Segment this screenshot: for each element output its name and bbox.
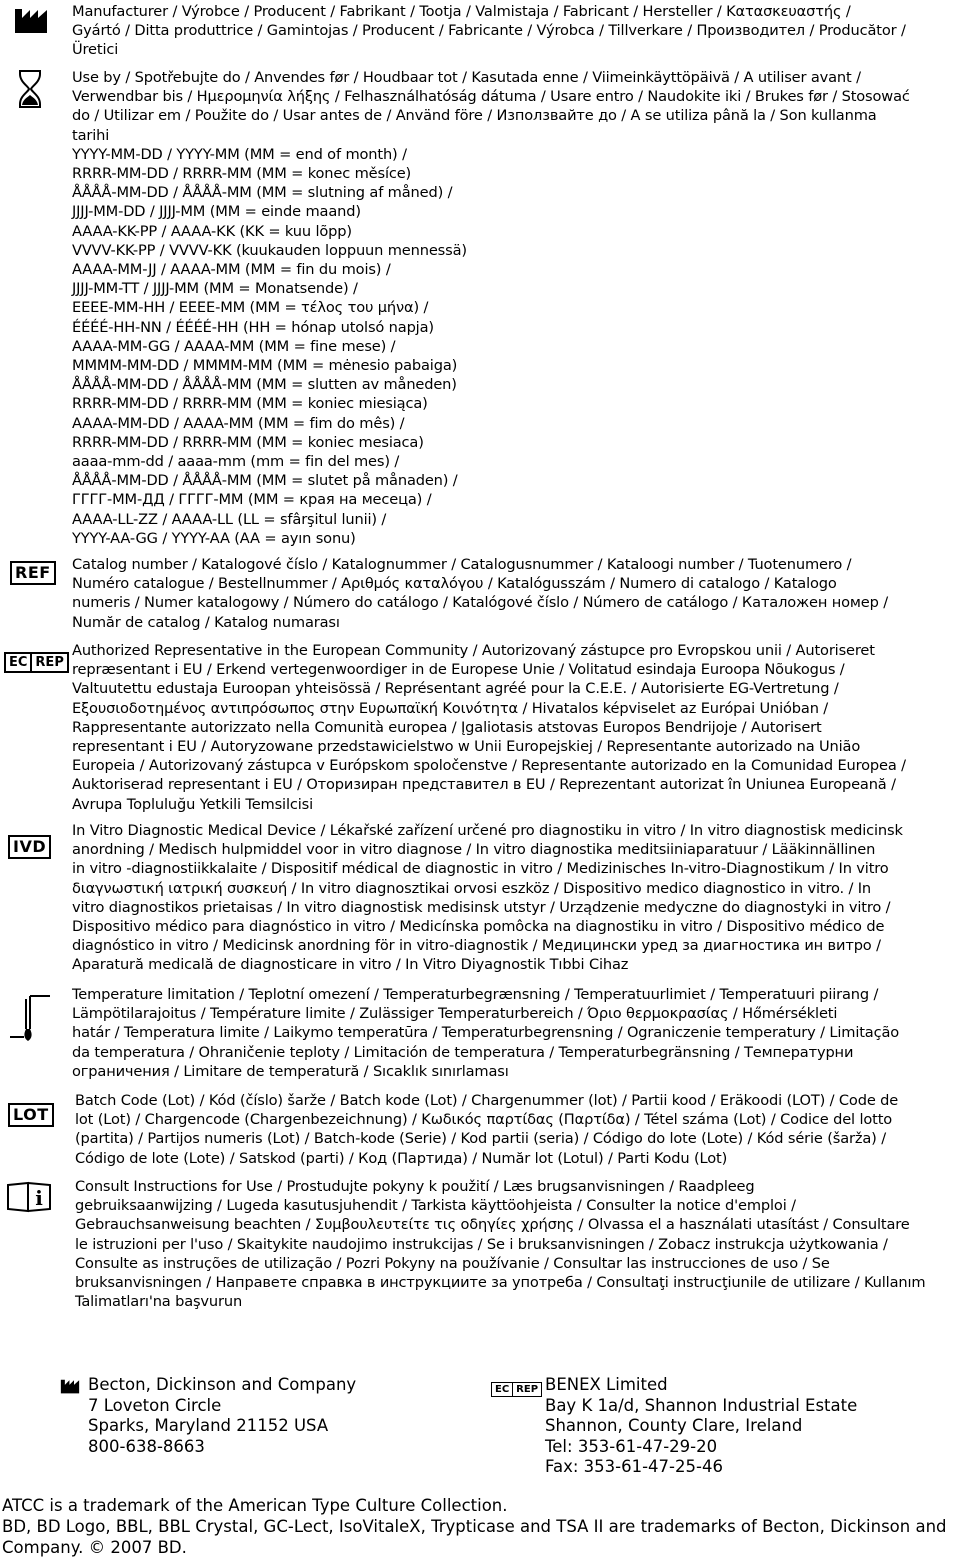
date-format-line: aaaa-mm-dd / aaaa-mm (mm = fin del mes) / <box>72 453 400 471</box>
manufacturer-address <box>88 1375 356 1457</box>
catalog-text <box>72 555 956 632</box>
consult-text <box>75 1177 959 1311</box>
ec-rep-symbol <box>4 651 69 673</box>
use-by-text <box>72 68 956 548</box>
text-line: anordning / Medisch hulpmiddel voor in vitro diagnose / In vitro diagnostika meditsiiniaparatuur / Lääkinnällinen <box>72 841 876 859</box>
text-line: Europeia / Autorizovaný zástupca v Európskom spoločenstve / Representante autorizado en la Comunidad Europea / <box>72 757 906 775</box>
temperature-text <box>72 985 956 1081</box>
date-format-line: ÅÅÅÅ-MM-DD / ÅÅÅÅ-MM (MM = slutten av måneden) <box>72 376 457 394</box>
text-line: Εξουσιοδοτημένος αντιπρόσωπος στην Ευρωπαϊκή Κοινότητα / Hivatalos képviselet az Európai Unióban / <box>72 699 829 717</box>
text-line: Consulte as instruções de utilização / Pozri Pokyny na používanie / Consultar las instrucciones de uso / Se <box>75 1254 830 1272</box>
ec-rep-address <box>545 1375 857 1478</box>
authorized-rep-text <box>72 641 956 814</box>
text-line: numeris / Numer katalogowy / Número do catálogo / Katalógové číslo / Número de catálogo / Каталожен номер / <box>72 594 888 612</box>
date-format-line: VVVV-KK-PP / VVVV-KK (kuukauden loppuun mennessä) <box>72 241 467 259</box>
text-line: lot (Lot) / Chargencode (Chargenbezeichnung) / Κωδικός παρτίδας (Παρτίδα) / Tétel száma (Lot) / Codice del lotto <box>75 1111 893 1129</box>
manufacturer-factory-icon <box>14 6 48 38</box>
consult-instructions-icon <box>6 1181 52 1217</box>
text-line: Rappresentante autorizzato nella Comunità europea / Įgaliotasis atstovas Europos Bendrijoje / Autorisert <box>72 718 822 736</box>
date-format-line: AAAA-KK-PP / AAAA-KK (KK = kuu lõpp) <box>72 222 352 240</box>
date-format-line: YYYY-MM-DD / YYYY-MM (MM = end of month) / <box>72 145 407 163</box>
text-line: Use by / Spotřebujte do / Anvendes før / Houdbaar tot / Kasutada enne / Viimeinkäyttöpäivä / A utiliser avant / <box>72 69 861 86</box>
ref-symbol-label: REF <box>10 561 56 585</box>
address-line: BENEX Limited <box>545 1375 668 1394</box>
text-line: le istruzioni per l'uso / Skaitykite naudojimo instrukcijas / Se i bruksanvisningen / Zobacz instrukcja użytkowania / <box>75 1235 888 1253</box>
footer-line: BD, BD Logo, BBL, BBL Crystal, GC-Lect, IsoVitaleX, Trypticase and TSA II are trademarks of Becton, Dickinson and <box>2 1517 947 1536</box>
text-line: bruksanvisningen / Направете справка в инструкциите за употреба / Consultaţi instrucţiunile de utilizare / Kullanım <box>75 1274 926 1292</box>
text-line: ограничения / Limitare de temperatură / Sıcaklık sınırlaması <box>72 1062 509 1080</box>
lot-text <box>75 1091 959 1168</box>
date-format-line: ÉÉÉÉ-HH-NN / ÉÉÉÉ-HH (HH = hónap utolsó napja) <box>72 318 434 336</box>
lot-symbol-label: LOT <box>8 1103 54 1127</box>
text-line: repræsentant i EU / Erkend vertegenwoordiger in de Europese Unie / Volitatud esindaja Euroopa Nõukogus / <box>72 661 845 679</box>
date-format-line: RRRR-MM-DD / RRRR-MM (MM = koniec miesiąca) <box>72 395 428 413</box>
footer-line: Company. © 2007 BD. <box>2 1538 187 1557</box>
address-line: Shannon, County Clare, Ireland <box>545 1416 803 1435</box>
text-line: Gebrauchsanweisung beachten / Συμβουλευτείτε τις οδηγίες χρήσης / Olvassa el a használati utasítást / Consultare <box>75 1216 910 1234</box>
text-line: Aparatură medicală de diagnosticare in vitro / In Vitro Diyagnostik Tıbbi Cihaz <box>72 956 629 974</box>
address-line: Bay K 1a/d, Shannon Industrial Estate <box>545 1395 858 1415</box>
text-line: (partita) / Partijos numeris (Lot) / Batch-kode (Serie) / Kod partii (seria) / Código do lote (Lote) / Kód série (šarža) / <box>75 1130 886 1148</box>
trademark-footer <box>2 1495 952 1558</box>
text-line: in vitro -diagnostiikkalaite / Dispositif médical de diagnostic in vitro / Medizinisches In-vitro-Diagnostikum / In vitro <box>72 860 889 878</box>
text-line: Batch Code (Lot) / Kód (číslo) šarže / Batch kode (Lot) / Chargenummer (lot) / Partii kood / Eräkoodi (LOT) / Code de <box>75 1092 899 1109</box>
address-line: Fax: 353-61-47-25-46 <box>545 1457 723 1476</box>
ec-rep-symbol-left: EC <box>9 655 28 670</box>
text-line: határ / Temperatura limite / Laikymo temperatūra / Temperaturbegrensning / Ograniczenie temperatury / Limitação <box>72 1024 900 1042</box>
manufacturer-address-icon <box>60 1378 80 1398</box>
ec-rep-address-symbol <box>491 1377 542 1397</box>
date-format-line: MMMM-MM-DD / MMMM-MM (MM = mėnesio pabaiga) <box>72 357 458 375</box>
text-line: Talimatları'na başvurun <box>75 1293 243 1311</box>
text-line: Dispositivo médico para diagnóstico in vitro / Medicínska pomôcka na diagnostiku in vitro / Dispositivo médico de <box>72 918 885 936</box>
ivd-symbol-label: IVD <box>8 835 51 859</box>
address-line: Tel: 353-61-47-29-20 <box>545 1436 718 1456</box>
date-format-line: ГГГГ-ММ-ДД / ГГГГ-ММ (ММ = края на месеца) / <box>72 491 432 509</box>
text-line: Authorized Representative in the European Community / Autorizovaný zástupce pro Evropskou unii / Autoriseret <box>72 642 875 659</box>
text-line: Consult Instructions for Use / Prostudujte pokyny k použití / Læs brugsanvisningen / Raadpleeg <box>75 1178 755 1195</box>
date-format-line: AAAA-MM-JJ / AAAA-MM (MM = fin du mois) / <box>72 261 391 279</box>
footer-line: ATCC is a trademark of the American Type Culture Collection. <box>2 1496 508 1515</box>
ref-symbol <box>10 561 56 585</box>
text-line: In Vitro Diagnostic Medical Device / Lékařské zařízení určené pro diagnostiku in vitro / In vitro diagnostisk medicinsk <box>72 822 903 839</box>
date-format-line: RRRR-MM-DD / RRRR-MM (MM = konec měsíce) <box>72 165 412 183</box>
text-line: Üretici <box>72 41 119 59</box>
date-format-line: JJJJ-MM-DD / JJJJ-MM (MM = einde maand) <box>72 203 361 221</box>
ec-rep-symbol-right: REP <box>30 654 66 671</box>
address-line: Becton, Dickinson and Company <box>88 1375 357 1394</box>
text-line: Temperature limitation / Teplotní omezení / Temperaturbegrænsning / Temperatuurlimiet / Temperatuuri piirang / <box>72 986 879 1003</box>
temperature-limit-icon <box>6 993 52 1049</box>
text-line: Verwendbar bis / Ημερομηνία λήξης / Felhasználhatóság dátuma / Usare entro / Naudokite iki / Brukes før / Stosować <box>72 88 910 106</box>
ec-rep-address-symbol-right: REP <box>512 1383 541 1396</box>
address-line: 7 Loveton Circle <box>88 1395 222 1415</box>
ec-rep-address-symbol-left: EC <box>495 1384 510 1395</box>
date-format-line: JJJJ-MM-TT / JJJJ-MM (MM = Monatsende) / <box>72 280 358 298</box>
text-line: Manufacturer / Výrobce / Producent / Fabrikant / Tootja / Valmistaja / Fabricant / Hersteller / Κατασκευαστής / <box>72 3 851 20</box>
text-line: Valtuutettu edustaja Euroopan yhteisössä / Représentant agréé pour la C.E.E. / Autorisierte EG-Vertretung / <box>72 680 839 698</box>
text-line: Lämpötilarajoitus / Température limite / Zulässiger Temperaturbereich / Όριο θερμοκρασίας / Hőmérsékleti <box>72 1005 838 1023</box>
hourglass-icon <box>18 70 42 112</box>
text-line: Gyártó / Ditta produttrice / Gamintojas / Producent / Fabricante / Výrobca / Tillverkare / Производител / Producător / <box>72 22 906 40</box>
text-line: vitro diagnostikos prietaisas / In vitro diagnostisk medisinsk utstyr / Urządzenie medyczne do diagnostyki in vitro / <box>72 898 891 916</box>
date-format-line: ÅÅÅÅ-MM-DD / ÅÅÅÅ-MM (MM = slutet på månaden) / <box>72 472 458 490</box>
manufacturer-text <box>72 2 956 60</box>
address-line: 800-638-8663 <box>88 1436 205 1456</box>
date-format-line: AAAA-LL-ZZ / AAAA-LL (LL = sfârşitul lunii) / <box>72 510 387 528</box>
text-line: do / Utilizar em / Použite do / Usar antes de / Använd före / Използвайте до / A se utiliza până la / Son kullanma <box>72 107 877 125</box>
text-line: Código de lote (Lote) / Satskod (parti) / Код (Партида) / Număr lot (Lotul) / Parti Kodu (Lot) <box>75 1149 728 1167</box>
date-format-line: EEEE-MM-HH / EEEE-MM (MM = τέλος του μήνα) / <box>72 299 429 317</box>
ivd-text <box>72 821 956 975</box>
text-line: tarihi <box>72 126 110 144</box>
date-format-line: RRRR-MM-DD / RRRR-MM (MM = koniec mesiaca) <box>72 433 424 451</box>
date-format-line: ÅÅÅÅ-MM-DD / ÅÅÅÅ-MM (MM = slutning af måned) / <box>72 184 453 202</box>
text-line: Număr de catalog / Katalog numarası <box>72 613 340 631</box>
text-line: Avrupa Topluluğu Yetkili Temsilcisi <box>72 795 314 813</box>
date-format-line: AAAA-MM-DD / AAAA-MM (MM = fim do mês) / <box>72 414 405 432</box>
date-format-line: YYYY-AA-GG / YYYY-AA (AA = ayın sonu) <box>72 529 356 547</box>
consult-icon-letter: i <box>35 1186 43 1210</box>
text-line: Numéro catalogue / Bestellnummer / Αριθμός καταλόγου / Katalógusszám / Numero di catalogo / Katalogo <box>72 575 837 593</box>
text-line: diagnóstico in vitro / Medicinsk anordning för in vitro-diagnostik / Медицински уред за диагностика ин витро / <box>72 937 881 955</box>
text-line: da temperatura / Ohraničenie teploty / Limitación de temperatura / Temperaturbegränsning / Температурни <box>72 1043 854 1061</box>
text-line: representant i EU / Autoryzowane przedstawicielstwo w Unii Europejskiej / Representante autorizado na União <box>72 738 861 756</box>
ivd-symbol <box>8 835 51 859</box>
date-format-line: AAAA-MM-GG / AAAA-MM (MM = fine mese) / <box>72 337 396 355</box>
lot-symbol <box>8 1103 54 1127</box>
address-line: Sparks, Maryland 21152 USA <box>88 1416 329 1435</box>
text-line: Auktoriserad representant i EU / Оторизиран представител в ЕU / Reprezentant autorizat în Uniunea Europeană / <box>72 776 896 794</box>
text-line: διαγνωστική ιατρική συσκευή / In vitro diagnosztikai orvosi eszköz / Dispositivo medico diagnostico in vitro. / In <box>72 879 871 897</box>
text-line: Catalog number / Katalogové číslo / Katalognummer / Catalogusnummer / Kataloogi number / Tuotenumero / <box>72 556 852 573</box>
text-line: gebruiksaanwijzing / Lugeda kasutusjuhendit / Tarkista käyttöohjeista / Consulter la notice d'emploi / <box>75 1197 796 1215</box>
